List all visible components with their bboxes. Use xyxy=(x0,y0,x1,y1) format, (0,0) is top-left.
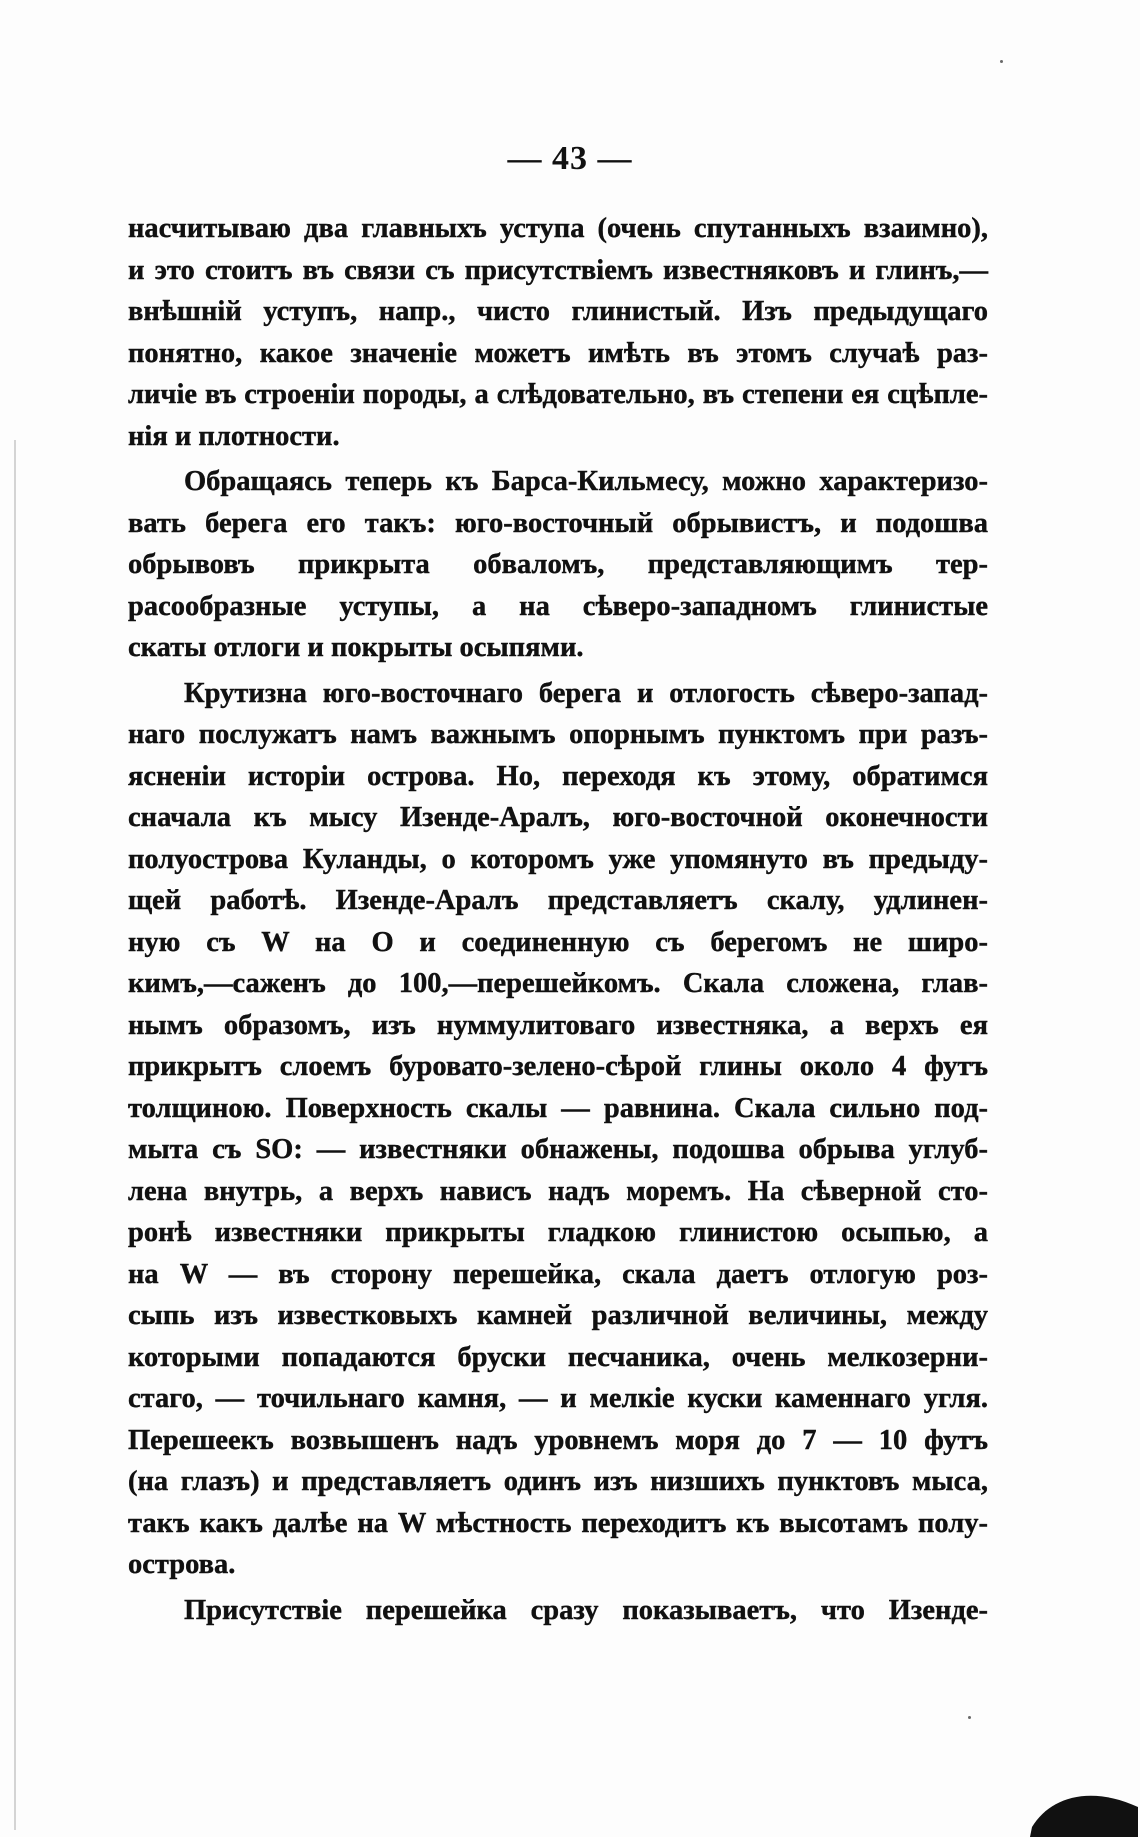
text-line: внѣшній уступъ, напр., чисто глинистый. Изъ предыдущаго xyxy=(128,296,988,327)
text-line: сыпь изъ известковыхъ камней различной величины, между xyxy=(128,1300,988,1331)
text-line: стаго, — точильнаго камня, — и мелкіе куски каменнаго угля. xyxy=(128,1383,988,1414)
text-line: и это стоитъ въ связи съ присутствіемъ известняковъ и глинъ,— xyxy=(128,254,988,286)
text-line: сначала къ мысу Изенде-Аралъ, юго-восточной оконечности xyxy=(128,802,988,833)
text-line: нымъ образомъ, изъ нуммулитоваго известняка, а верхъ ея xyxy=(128,1009,988,1041)
text-line: Присутствіе перешейка сразу показываетъ, что Изенде- xyxy=(184,1594,988,1626)
text-line: такъ какъ далѣе на W мѣстность переходитъ къ высотамъ полу- xyxy=(128,1507,988,1539)
text-line: Крутизна юго-восточнаго берега и отлогость сѣверо-запад- xyxy=(184,677,988,709)
text-line: обрывовъ прикрыта обваломъ, представляющимъ тер- xyxy=(128,549,988,580)
text-line: мыта съ SO: — известняки обнажены, подошва обрыва углуб- xyxy=(128,1134,988,1165)
text-line: скаты отлоги и покрыты осыпями. xyxy=(128,632,584,663)
paper-speck xyxy=(1000,60,1003,63)
text-line: Перешеекъ возвышенъ надъ уровнемъ моря до 7 — 10 футъ xyxy=(128,1424,988,1456)
paper-speck xyxy=(968,1716,971,1719)
body-text xyxy=(128,208,988,1631)
text-line: Обращаясь теперь къ Барса-Кильмесу, можно характеризо- xyxy=(184,466,988,497)
text-line: кимъ,—саженъ до 100,—перешейкомъ. Скала сложена, глав- xyxy=(128,968,988,999)
text-line: которыми попадаются бруски песчаника, очень мелкозерни- xyxy=(128,1341,988,1373)
text-line: нія и плотности. xyxy=(128,420,340,452)
text-line: полуострова Куланды, о которомъ уже упомянуто въ предыду- xyxy=(128,843,988,875)
text-line: вать берега его такъ: юго-восточный обрывистъ, и подошва xyxy=(128,507,988,539)
text-line: острова. xyxy=(128,1549,236,1580)
text-line: щей работѣ. Изенде-Аралъ представляетъ скалу, удлинен- xyxy=(128,885,988,916)
text-line: прикрытъ слоемъ буровато-зелено-сѣрой глины около 4 футъ xyxy=(128,1051,988,1082)
text-line: лена внутрь, а верхъ нависъ надъ моремъ. На сѣверной сто- xyxy=(128,1175,988,1207)
text-line: насчитываю два главныхъ уступа (очень спутанныхъ взаимно), xyxy=(128,213,988,244)
text-line: понятно, какое значеніе можетъ имѣть въ этомъ случаѣ раз- xyxy=(128,337,988,369)
page-number: — 43 — xyxy=(507,140,633,177)
text-line: толщиною. Поверхность скалы — равнина. Скала сильно под- xyxy=(128,1092,988,1124)
text-line: ронѣ известняки прикрыты гладкою глинистою осыпью, а xyxy=(128,1217,988,1248)
text-line: ясненіи исторіи острова. Но, переходя къ этому, обратимся xyxy=(128,760,988,792)
text-line: личіе въ строеніи породы, а слѣдовательно, въ степени ея сцѣпле- xyxy=(128,379,988,410)
page-margin-rule xyxy=(14,440,16,1830)
text-line: наго послужатъ намъ важнымъ опорнымъ пунктомъ при разъ- xyxy=(128,719,988,750)
text-line: на W — въ сторону перешейка, скала даетъ отлогую роз- xyxy=(128,1258,988,1290)
text-line: (на глазъ) и представляетъ одинъ изъ низшихъ пунктовъ мыса, xyxy=(128,1466,988,1497)
text-line: ную съ W на O и соединенную съ берегомъ не широ- xyxy=(128,926,988,958)
text-line: расообразные уступы, а на сѣверо-западномъ глинистые xyxy=(128,590,988,622)
